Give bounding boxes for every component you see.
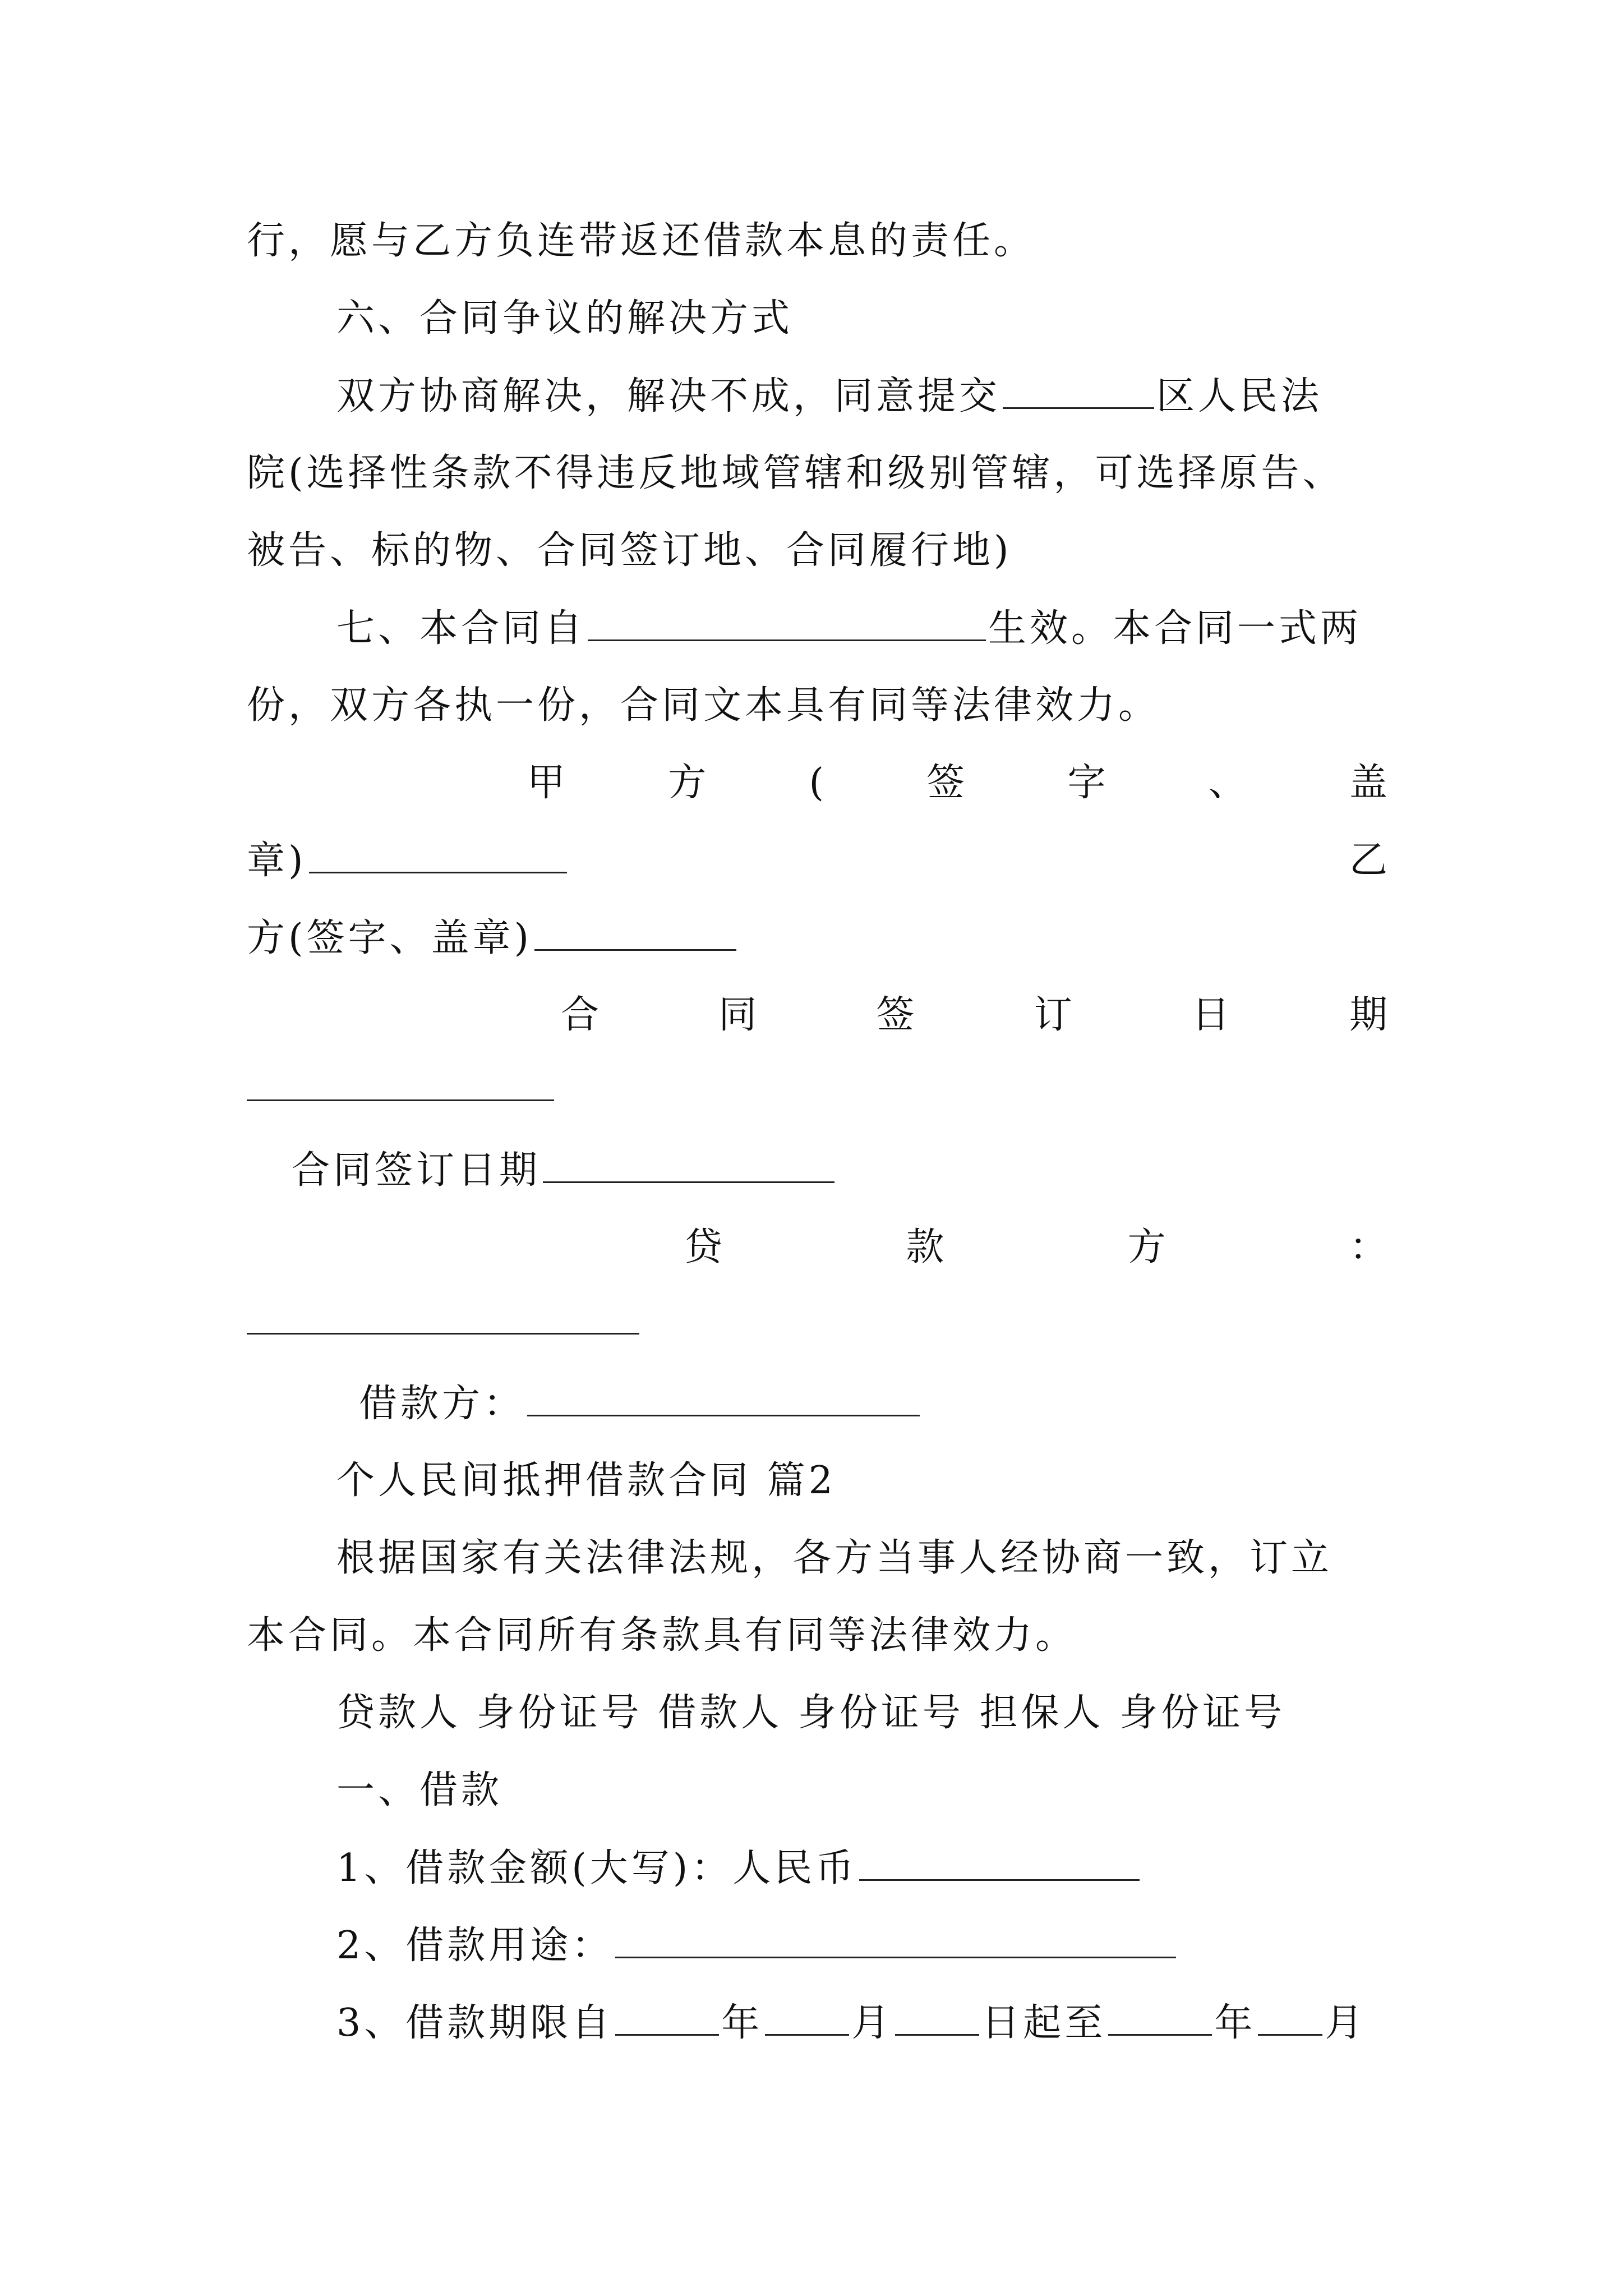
fill-blank-loan-purpose[interactable] [615,1917,1176,1958]
text-line-3 [336,368,1391,424]
loan-purpose-line [336,1917,1391,1973]
fill-blank-party-a-signature[interactable] [309,832,567,873]
fill-blank-contract-date-2[interactable] [543,1142,834,1183]
char: ： [1349,1225,1391,1269]
fill-blank-court[interactable] [1003,368,1154,409]
loan-amount-line [336,1840,1391,1896]
line-text: 七、本合同自 [336,606,586,651]
text-line-18 [336,1530,1391,1586]
fill-blank-loan-amount[interactable] [859,1840,1140,1881]
line-text: 合同签订日期 [292,1148,541,1193]
fill-blank-party-b-signature[interactable] [534,910,736,951]
line-text: 方(签字、盖章) [247,916,533,960]
char: 日 [1191,993,1233,1037]
fill-blank-lender[interactable] [247,1331,639,1335]
text-line-1 [247,213,1391,269]
line-text: 年 [1214,2001,1256,2045]
char: 签 [876,993,918,1037]
char: 订 [1034,993,1076,1037]
char: 方 [1127,1225,1169,1269]
char: 、 [1208,761,1250,805]
line-text: 章) [247,839,307,883]
parties-id-line [336,1685,1391,1741]
line-text: 双方协商解决，解决不成，同意提交 [336,374,1001,418]
line-text: 月 [1325,2001,1367,2045]
char: 同 [718,993,760,1037]
fill-blank-start-year[interactable] [615,1995,719,2036]
char: 期 [1349,993,1391,1037]
char: 贷 [684,1225,726,1269]
section-heading-7 [336,600,1391,656]
char: 字 [1067,761,1109,805]
section-heading-6 [336,291,1391,347]
line-text: 被告、标的物、合同签订地、合同履行地) [247,528,1012,573]
line-text: 2、借款用途： [336,1924,614,1968]
line-text: 一、借款 [336,1768,503,1812]
line-text: 月 [851,2001,893,2045]
line-text: 3、借款期限自 [336,2001,614,2045]
contract-date-label [561,987,1391,1043]
line-text: 行，愿与乙方负连带返还借款本息的责任。 [247,219,1036,263]
line-text: 区人民法 [1156,374,1323,418]
section-heading-1 [336,1763,1391,1819]
line-text: 1、借款金额(大写)：人民币 [336,1846,857,1890]
line-text: 生效。本合同一式两 [988,606,1362,651]
fill-blank-start-month[interactable] [765,1995,849,2036]
text-line-9 [247,832,1391,889]
line-text: 六、合同争议的解决方式 [336,296,794,341]
line-text: 贷款人 身份证号 借款人 身份证号 担保人 身份证号 [336,1691,1286,1735]
text-line-16 [359,1375,1503,1432]
text-line-4 [247,445,1391,501]
line-text: 日起至 [981,2001,1106,2045]
lender-label [684,1220,1391,1276]
fill-blank-start-day[interactable] [895,1995,979,2036]
party-a-signature-label [527,755,1391,811]
line-text: 本合同。本合同所有条款具有同等法律效力。 [247,1613,1077,1658]
line-text: 根据国家有关法律法规，各方当事人经协商一致，订立 [336,1536,1333,1580]
char: 甲 [527,761,569,805]
loan-term-line [336,1995,1391,2051]
line-text: 乙 [1349,838,1391,882]
fill-blank-contract-date-1[interactable] [247,1097,554,1101]
fill-blank-end-year[interactable] [1108,1995,1212,2036]
char: 合 [561,993,603,1037]
char: 款 [906,1225,948,1269]
char: 方 [668,761,710,805]
fill-blank-effective-date[interactable] [588,600,986,641]
line-text: 年 [721,2001,763,2045]
fill-blank-borrower[interactable] [527,1375,920,1416]
text-line-7 [247,678,1391,734]
line-text: 借款方： [359,1382,525,1426]
section-title-part-2 [336,1453,1391,1509]
char: 签 [926,761,969,805]
text-line-19 [247,1608,1391,1664]
line-text: 院(选择性条款不得违反地域管辖和级别管辖，可选择原告、 [247,451,1344,495]
line-text: 份，双方各执一份，合同文本具有同等法律效力。 [247,683,1160,728]
fill-blank-end-month[interactable] [1258,1995,1322,2036]
text-line-10 [247,910,1391,966]
char: 盖 [1349,761,1391,805]
line-text: 个人民间抵押借款合同 篇2 [336,1458,836,1503]
char: ( [809,761,827,805]
text-line-13 [292,1142,1436,1198]
text-line-5 [247,523,1391,579]
